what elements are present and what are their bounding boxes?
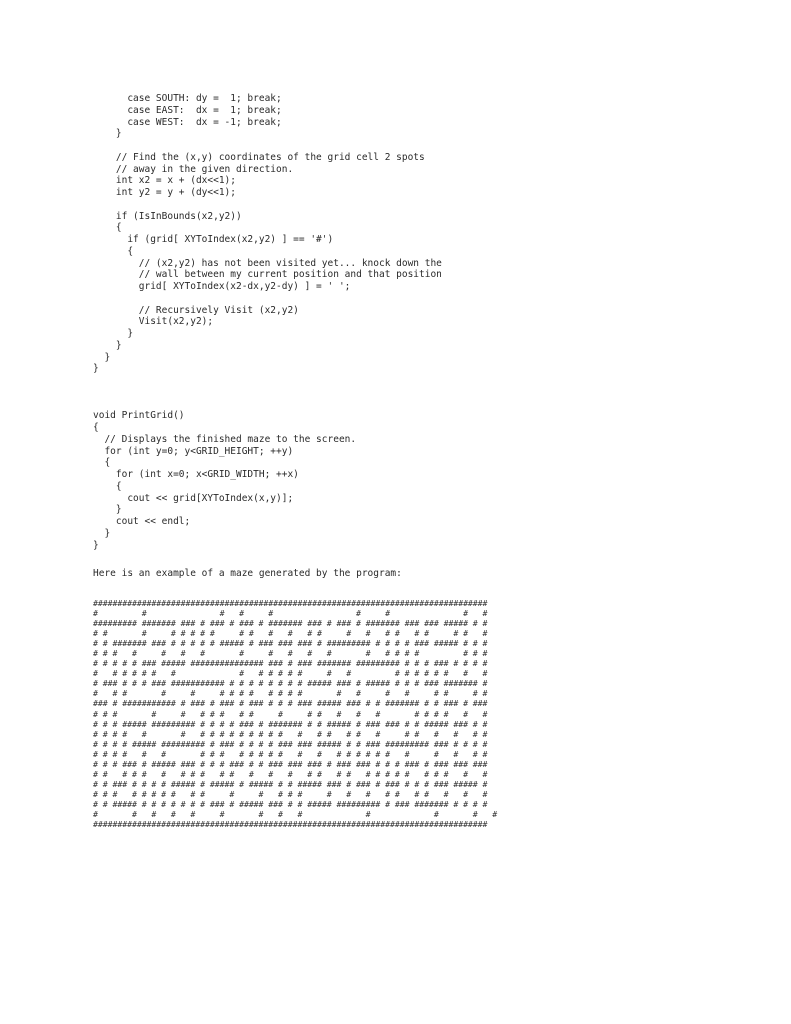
code-line: } xyxy=(93,363,99,375)
code-line: for (int y=0; y<GRID_HEIGHT; ++y) xyxy=(93,445,294,457)
maze-intro-text: Here is an example of a maze generated by the program: xyxy=(93,568,402,579)
code-line: } xyxy=(93,504,122,516)
code-line: { xyxy=(93,245,134,257)
code-line: { xyxy=(93,222,122,234)
code-listing xyxy=(93,93,442,551)
code-line: case WEST: dx = -1; break; xyxy=(93,116,282,128)
code-line: case EAST: dx = 1; break; xyxy=(93,104,282,116)
maze-row: # # # # # # # # # # # # # # # # # # # # # # # # # xyxy=(93,788,488,799)
maze-row: # # # # # ### ##### ############### ### # ### ####### ######### # # # ### # # # # xyxy=(93,658,488,669)
code-line xyxy=(93,375,442,387)
maze-row: # # ####### ### # # # # # ##### # ### ### ### # ######### # # # # ### ##### # # # xyxy=(93,638,488,649)
code-line: { xyxy=(93,422,99,433)
maze-row: # # # # # # # # # # # # # xyxy=(93,808,498,819)
code-line: void PrintGrid() xyxy=(93,410,185,422)
code-line: } xyxy=(93,527,111,539)
code-line: // Find the (x,y) coordinates of the grid cell 2 spots xyxy=(93,151,425,163)
code-line: { xyxy=(93,480,122,492)
maze-row: # # # # # # # # # # # # # # # # # # # # # # xyxy=(93,708,488,719)
code-line: cout << endl; xyxy=(93,516,191,527)
code-line: case SOUTH: dy = 1; break; xyxy=(93,93,282,104)
code-line xyxy=(93,293,442,305)
maze-row: ################################################################################# xyxy=(93,819,488,830)
code-line: } xyxy=(93,339,122,351)
maze-row: # # ##### # # # # # # # ### # ##### ### # # ##### ######### # ### ####### # # # # xyxy=(93,798,488,809)
maze-row: ### # ########### # ### # ### # ### # # # ### ##### ### # # ####### # # ### # ### xyxy=(93,698,488,709)
code-line xyxy=(93,387,442,399)
maze-row: # # # # # # # # # # # # # # # # # # # # # xyxy=(93,688,488,699)
code-line: if (IsInBounds(x2,y2)) xyxy=(93,210,242,222)
code-line: int y2 = y + (dy<<1); xyxy=(93,187,236,198)
code-line: for (int x=0; x<GRID_WIDTH; ++x) xyxy=(93,469,299,480)
maze-row: # # # # # # # # # # # # # # # # # # # # # # # # # # # xyxy=(93,728,488,739)
maze-row: # # # # ##### ######### # ### # # # # ### ### ##### # # ### ######### ### # # # # xyxy=(93,738,488,749)
maze-row: ################################################################################# xyxy=(93,598,488,608)
code-line: grid[ XYToIndex(x2-dx,y2-dy) ] = ' '; xyxy=(93,281,351,292)
code-line: } xyxy=(93,128,122,140)
code-line: } xyxy=(93,351,111,363)
maze-row: # ### # # # ### ########### # # # # # # # # ##### ### # ##### # # # ### ####### # xyxy=(93,678,488,689)
code-line: } xyxy=(93,539,99,551)
code-line: if (grid[ XYToIndex(x2,y2) ] == '#') xyxy=(93,234,334,245)
code-line xyxy=(93,140,442,152)
code-line xyxy=(93,199,442,211)
code-line: // away in the given direction. xyxy=(93,163,294,175)
code-line: Visit(x2,y2); xyxy=(93,316,214,328)
maze-row: ######### ####### ### # ### # ### # ####### ### # ### # ####### ### ### ##### # # xyxy=(93,618,488,629)
maze-row: # # # # # # # # # # # # # # # # # # # # # # # # # # # # xyxy=(93,768,488,779)
maze-row: # # # # # # # # # # # # # # # # # # # # xyxy=(93,648,488,659)
code-line: // Recursively Visit (x2,y2) xyxy=(93,304,299,316)
maze-row: # # # # # # # # # # # # # # # # # # # # # # # xyxy=(93,668,488,679)
code-line: // wall between my current position and that position xyxy=(93,269,442,281)
code-line: // Displays the finished maze to the screen. xyxy=(93,433,357,445)
maze-row: # # # # # # # # # xyxy=(93,608,488,619)
code-line: // (x2,y2) has not been visited yet... knock down the xyxy=(93,257,442,269)
code-line: { xyxy=(93,457,111,469)
code-line: cout << grid[XYToIndex(x,y)]; xyxy=(93,492,294,504)
maze-output xyxy=(93,598,497,829)
maze-row: # # # ##### ######### # # # # ### # ####### # # ##### # ### ### # # ##### ### # # xyxy=(93,718,488,729)
maze-row: # # # ### # ##### ### # # # ### # # ### ### ### # ### ### # # # ### # ### ### ### xyxy=(93,758,488,769)
maze-row: # # ### # # # # ##### # ##### # ##### # # ##### ### # ### # ### # # # ### ##### # xyxy=(93,778,488,789)
code-line xyxy=(93,399,442,411)
code-line: int x2 = x + (dx<<1); xyxy=(93,175,236,187)
maze-row: # # # # # # # # # # # # # # # # # # # # # # # xyxy=(93,628,488,639)
maze-row: # # # # # # # # # # # # # # # # # # # # # # # # # # # xyxy=(93,748,488,759)
code-line: } xyxy=(93,328,134,339)
